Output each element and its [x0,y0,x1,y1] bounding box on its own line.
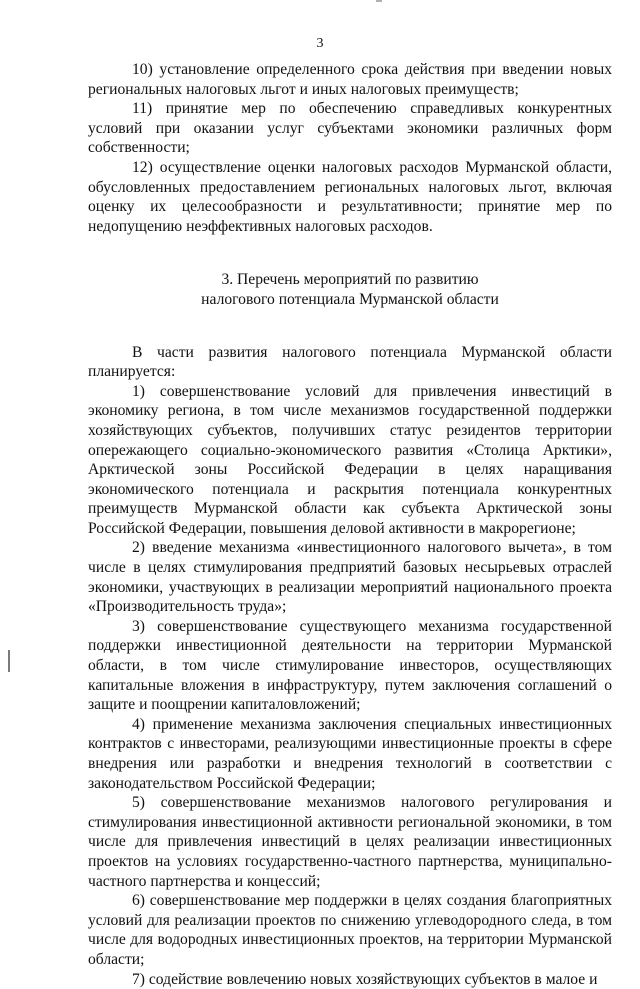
list-item-2: 2) введение механизма «инвестиционного налогового вычета», в том числе в целях стимулирования предприятий базовых несырьевых отраслей экономики, участвующих в реализации мероприятий национального проекта «Производительность труда»; [88,539,612,616]
intro-paragraph: В части развития налогового потенциала Мурманской области планируется: [88,343,612,381]
scan-mark-margin [8,650,10,672]
list-item-11: 11) принятие мер по обеспечению справедливых конкурентных условий при оказании услуг субъектами экономики различных форм собственности; [88,100,612,157]
list-item-5: 5) совершенствование механизмов налогового регулирования и стимулирования инвестиционной активности региональной экономики, в том числе для привлечения инвестиций в целях реализации инвестиционных проектов на условиях государственно-частного партнерства, муниципально-частного партнерства и концессий; [88,794,612,890]
section-heading [88,270,612,309]
list-item-12: 12) осуществление оценки налоговых расходов Мурманской области, обусловленных предоставлением региональных налоговых льгот, включая оценку их целесообразности и результативности; принятие мер по недопущению неэффективных налоговых расходов. [88,158,612,235]
list-item-6: 6) совершенствование мер поддержки в целях создания благоприятных условий для реализации проектов по снижению углеводородного следа, в том числе для водородных инвестиционных проектов, на территории Мурманской области; [88,892,612,968]
scan-mark-top [376,0,382,2]
document-body [88,60,612,989]
list-item-1: 1) совершенствование условий для привлечения инвестиций в экономику региона, в том числе механизмов государственной поддержки хозяйствующих субъектов, получивших статус резидентов территории опережающего социально-экономического развития «Столица Арктики», Арктической зоны Российской Федерации в целях наращивания экономического потенциала и раскрытия потенциала конкурентных преимуществ Мурманской области как субъекта Арктической зоны Российской Федерации, повышения деловой активности в макрорегионе; [88,382,612,537]
list-item-3: 3) совершенствование существующего механизма государственной поддержки инвестиционной деятельности на территории Мурманской области, в том числе стимулирование инвесторов, осуществляющих капитальные вложения в инфраструктуру, путем заключения соглашений о защите и поощрении капиталовложений; [88,617,612,714]
list-item-4: 4) применение механизма заключения специальных инвестиционных контрактов с инвесторами, реализующими инвестиционные проекты в сфере внедрения или разработки и внедрения технологий в соответствии с законодательством Российской Федерации; [88,715,612,792]
section-heading-line-1: 3. Перечень мероприятий по развитию [221,271,479,289]
list-item-10: 10) установление определенного срока действия при введении новых региональных налоговых льгот и иных налоговых преимуществ; [88,61,612,98]
section-heading-line-2: налогового потенциала Мурманской области [201,290,499,308]
page-number: 3 [316,36,324,51]
list-item-7: 7) содействие вовлечению новых хозяйствующих субъектов в малое и [132,970,598,988]
